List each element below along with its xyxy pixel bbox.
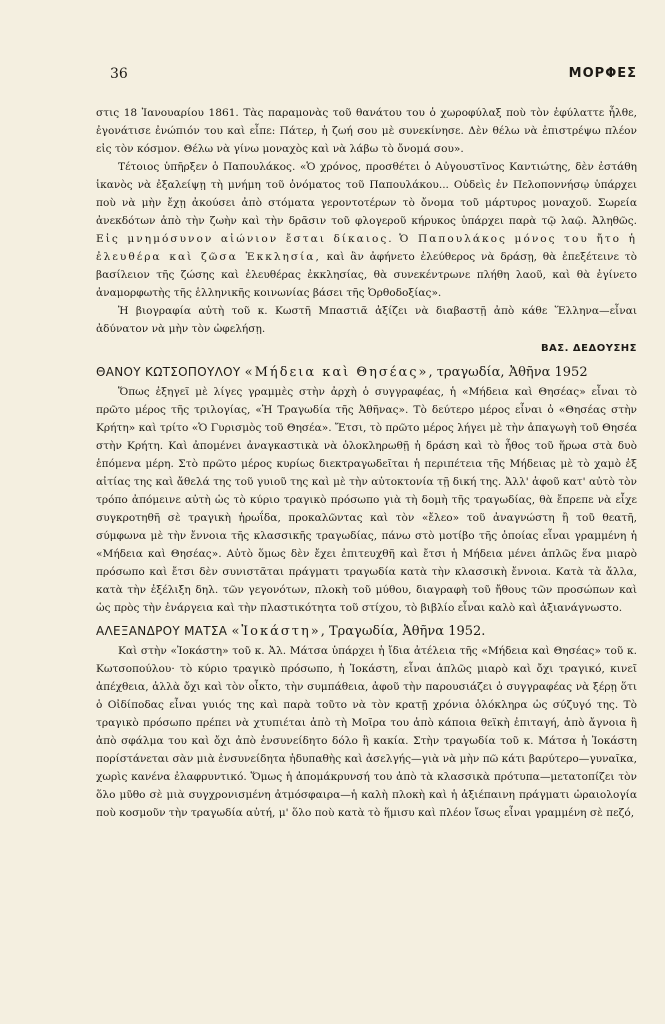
paragraph-text: καὶ ἂν ἀφήνετο ἐλεύθερος νὰ δράσῃ, θὰ ἐπεξέτεινε τὸ βασίλειον τῆς ζώσης καὶ ἐλευθέρας ἐκκλησίας, θὰ συνεκέντρωνε πλήθη λαοῦ, καὶ θὰ ἐγίνετο ἀναμορφωτὴς τῆς ἑλληνικῆς κοινωνίας βάσει τῆς Ὀρθοδοξίας». bbox=[96, 251, 637, 299]
review-body: Καὶ στὴν «Ἰοκάστη» τοῦ κ. Ἀλ. Μάτσα ὑπάρχει ἡ ἴδια ἀτέλεια τῆς «Μήδεια καὶ Θησέας» τοῦ κ. Κωτσοπούλου· τὸ κύριο τραγικὸ πρόσωπο, ἡ Ἰοκάστη, εἶναι ἁπλῶς μιαρὸ καὶ ὄχι τραγικό, κινεῖ ἀπέχθεια, ἀλλὰ ὄχι καὶ τὸν οἶκτο, τὴν συμπάθεια, ἀφοῦ τὴν παρουσιάζει ὁ συγγραφέας νὰ ξέρῃ ὅτι ὁ Οἰδίποδας εἶναι γυιός της καὶ παρὰ τοῦτο νὰ τὸν κρατῇ χρόνια ὁλόκληρα ὡς σύζυγό της. Τὸ τραγικὸ πρόσωπο πρέπει νὰ χτυπιέται ἀπὸ τὴ Μοῖρα του ἀπὸ κάποια θεϊκὴ ἐπιταγή, ἀπὸ ἄγνοια ἢ ἀπὸ σφάλμα του καὶ ὄχι ἀπὸ ἐνσυνείδητο δόλο ἢ κακία. Στὴν τραγωδία τοῦ κ. Μάτσα ἡ Ἰοκάστη πορίστάνεται σὰν μιὰ ἐνσυνείδητα ἠδυπαθὴς καὶ ἀσελγής—γιὰ νὰ μὴν πῶ κάτι βαρύτερο—γυναῖκα, χωρὶς κανένα ἐλαφρυντικό. Ὅμως ἡ ἀπομάκρυνσή του ἀπὸ τὰ κλασσικὰ πρότυπα—μετατοπίζει τὸν ὅλο μῦθο σὲ μιὰ συγχρονισμένη ἀτμόσφαιρα—ἡ καλὴ πλοκὴ καὶ ἡ ἀξιέπαινη πράγματι ὡραιολογία ποὺ κοσμοῦν τὴν τραγωδία αὐτή, μ' ὅλο ποὺ κατὰ τὸ ἥμισυ καὶ πλέον ἴσως εἶναι γραμμένη σὲ πεζό, bbox=[96, 645, 637, 819]
review-author: ΘΑΝΟΥ ΚΩΤΣΟΠΟΥΛΟΥ bbox=[96, 365, 241, 379]
review-book-meta: , Τραγωδία, Ἀθῆνα 1952. bbox=[320, 624, 486, 639]
article-paragraph: Ἡ βιογραφία αὐτὴ τοῦ κ. Κωστῆ Μπαστιᾶ ἀξίζει νὰ διαβαστῇ ἀπὸ κάθε Ἕλληνα—εἶναι ἀδύνατον νὰ μὴν τὸν ὠφελήσῃ. bbox=[96, 305, 637, 335]
author-signature: ΒΑΣ. ΔΕΔΟΥΣΗΣ bbox=[540, 343, 637, 354]
spaced-quote: Εἰς μνημόσυνον αἰώνιον ἔσται δίκαιος. bbox=[96, 233, 394, 245]
article-paragraph bbox=[96, 158, 637, 302]
running-title: ΜΟΡΦΕΣ bbox=[568, 66, 637, 81]
review-author: ΑΛΕΞΑΝΔΡΟΥ ΜΑΤΣΑ bbox=[96, 624, 228, 638]
page-header bbox=[110, 66, 637, 86]
review-heading bbox=[96, 362, 637, 383]
article-paragraph: στις 18 Ἰανουαρίου 1861. Τὰς παραμονὰς τοῦ θανάτου του ὁ χωροφύλαξ ποὺ τὸν ἐφύλαττε ἦλθε, ἐγονάτισε ἐνώπιόν του καὶ εἶπε: Πάτερ, ἡ ζωή σου μὲ συνεκίνησε. Δὲν θέλω νὰ ἐπιστρέψω πλέον εἰς τὸν κόσμον. Θέλω νὰ γίνω μοναχὸς καὶ νὰ λάβω τὸ ὄνομά σου». bbox=[96, 107, 637, 155]
review-book-title: «Ἰοκάστη» bbox=[231, 624, 321, 639]
review-book-meta: , τραγωδία, Ἀθῆνα 1952 bbox=[428, 365, 588, 380]
review-body: Ὅπως ἐξηγεῖ μὲ λίγες γραμμὲς στὴν ἀρχὴ ὁ συγγραφέας, ἡ «Μήδεια καὶ Θησέας» εἶναι τὸ πρῶτο μέρος τῆς τριλογίας, «Ἡ Τραγωδία τῆς Ἀθῆνας». Τὸ δεύτερο μέρος εἶναι ὁ «Θησέας στὴν Κρήτη» καὶ τρίτο «Ὁ Γυρισμὸς τοῦ Θησέα». Ἔτσι, τὸ πρῶτο μέρος λήγει μὲ τὴν ἀπαγωγὴ τοῦ Θησέα στὴν Κρήτη. Καὶ ἀπομένει ἀναγκαστικὰ νὰ ὁλοκληρωθῇ ἡ δράση καὶ τὸ ἦθος τοῦ ἥρωα στὰ δυὸ ἑπόμενα μέρη. Στὸ πρῶτο μέρος κυρίως διεκτραγωδεῖται ἡ περιπέτεια τῆς Μήδειας μὲ τὸ χαμὸ ἐξ αἰτίας της καὶ ἄθελά της τοῦ γυιοῦ της καὶ μὲ τὴν αὐτοκτονία τῇ δική της. Ἀλλ' ἀφοῦ κατ' αὐτὸ τὸν τρόπο ἀπόμεινε αὐτὴ ὡς τὸ κύριο τραγικὸ πρόσωπο γιὰ τὴ δομὴ τῆς τραγωδίας, θὰ ἔπρεπε νὰ εἶχε συγκροτηθῆ σὲ τραγικὴ ἡρωΐδα, προκαλῶντας καὶ τὸν «ἔλεο» τοῦ ἀναγνώστη ἢ τοῦ θεατῆ, σύμφωνα μὲ τὴν ἔννοια τῆς κλασσικῆς τραγωδίας, πάνω στὸ μοτίβο τῆς ὁποίας εἶναι γραμμένη ἡ «Μήδεια καὶ Θησέας». Αὐτὸ ὅμως δὲν ἔχει ἐπιτευχθῆ καὶ ἔτσι ἡ Μήδεια μένει ἁπλῶς ἕνα μιαρὸ πρόσωπο καὶ ἔτσι δὲν συνιστᾶται πράγματι τραγωδία κατὰ τὴν κλασσικὴ ἔννοια. Κατὰ τὰ ἄλλα, κατὰ τὴν ἐξέλιξη δηλ. τῶν γεγονότων, πλοκὴ τοῦ μύθου, διαγραφὴ τοῦ ἤθους τῶν προσώπων καὶ ὡς πρὸς τὴν ἐνάργεια καὶ τὴν πλαστικότητα τοῦ στίχου, τὸ βιβλίο εἶναι καλὸ καὶ ἀξιανάγνωστο. bbox=[96, 386, 637, 614]
page-number: 36 bbox=[110, 66, 128, 82]
review-book-title: «Μήδεια καὶ Θησέας» bbox=[244, 365, 429, 380]
review-heading bbox=[96, 621, 637, 642]
spaced-quote: Ὁ Παπουλάκος μόνος του ἤτο ἡ ἐλευθέρα καὶ ζῶσα Ἐκκλησία, bbox=[96, 233, 637, 263]
paragraph-text: Τέτοιος ὑπῆρξεν ὁ Παπουλάκος. «Ὁ χρόνος, προσθέτει ὁ Αὐγουστῖνος Καντιώτης, δὲν ἐστάθη ἱκανὸς νὰ ἐξαλείψῃ τὴ μνήμη τοῦ ὀνόματος τοῦ Παπουλάκου... Οὐδεὶς ἐν Πελοποννήσῳ ὑπάρχει ποὺ νὰ μὴν ἔχῃ ἀκούσει ἀπὸ στόματα γεροντοτέρων τὸ ὄνομα τοῦ μάρτυρος μοναχοῦ. Σωρεία ἀνεκδότων ἀπὸ τὴν ζωὴν καὶ τὴν δρᾶσιν τοῦ φλογεροῦ κήρυκος ὑπάρχει παρὰ τῷ λαῷ. Ἀληθῶς. bbox=[96, 161, 637, 227]
page-content bbox=[96, 104, 637, 822]
